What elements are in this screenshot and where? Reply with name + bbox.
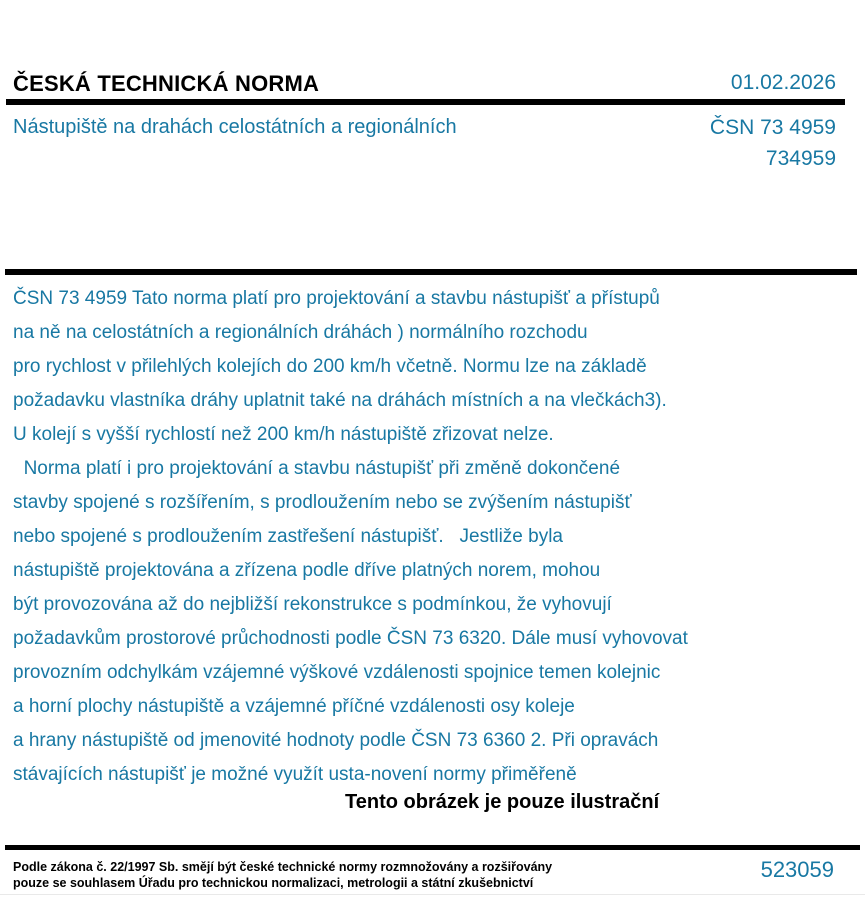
abstract-line: být provozována až do nejbližší rekonstrukce s podmínkou, že vyhovují — [13, 594, 612, 615]
abstract-line: provozním odchylkám vzájemné výškové vzdálenosti spojnice temen kolejnic — [13, 662, 661, 683]
effective-date: 01.02.2026 — [730, 71, 836, 94]
norm-class-number: 734959 — [765, 147, 836, 170]
abstract-line: požadavku vlastníka dráhy uplatnit také na dráhách místních a na vlečkách3). — [13, 390, 667, 411]
page-title: ČESKÁ TECHNICKÁ NORMA — [13, 71, 320, 96]
abstract-line: stávajících nástupišť je možné využít usta-novení normy přiměřeně — [13, 764, 577, 785]
norm-subject-title: Nástupiště na drahách celostátních a regionálních — [13, 116, 457, 138]
abstract-line: a horní plochy nástupiště a vzájemné příčné vzdálenosti osy koleje — [13, 696, 575, 717]
abstract-line: a hrany nástupiště od jmenovité hodnoty podle ČSN 73 6360 2. Při opravách — [13, 730, 659, 751]
abstract-line: stavby spojené s rozšířením, s prodloužením nebo se zvýšením nástupišť — [13, 492, 632, 513]
norm-abstract — [13, 282, 847, 792]
abstract-line: ČSN 73 4959 Tato norma platí pro projektování a stavbu nástupišť a přístupů — [13, 288, 660, 309]
abstract-line: požadavkům prostorové průchodnosti podle ČSN 73 6320. Dále musí vyhovovat — [13, 628, 688, 649]
copyright-line: pouze se souhlasem Úřadu pro technickou normalizaci, metrologii a státní zkušebnictví — [13, 876, 534, 890]
abstract-line: nástupiště projektována a zřízena podle dříve platných norem, mohou — [13, 560, 601, 581]
body-divider — [5, 269, 857, 275]
illustration-disclaimer: Tento obrázek je pouze ilustrační — [345, 791, 660, 813]
copyright-notice — [13, 859, 552, 891]
abstract-line: Norma platí i pro projektování a stavbu nástupišť při změně dokončené — [13, 458, 621, 479]
copyright-line: Podle zákona č. 22/1997 Sb. smějí být české technické normy rozmnožovány a rozšiřovány — [13, 860, 553, 874]
abstract-line: pro rychlost v přilehlých kolejích do 200 km/h včetně. Normu lze na základě — [13, 356, 647, 377]
abstract-line: na ně na celostátních a regionálních dráhách ) normálního rozchodu — [13, 322, 588, 343]
norm-title-row — [13, 116, 836, 140]
norm-designation: ČSN 73 4959 — [709, 116, 836, 139]
abstract-line: nebo spojené s prodloužením zastřešení nástupišť. Jestliže byla — [13, 526, 563, 547]
abstract-line: U kolejí s vyšší rychlostí než 200 km/h nástupiště zřizovat nelze. — [13, 424, 554, 445]
document-header — [13, 71, 836, 97]
header-divider — [6, 99, 845, 105]
page-bottom-edge — [0, 894, 865, 895]
footer-divider — [5, 845, 860, 850]
order-number: 523059 — [760, 857, 834, 882]
